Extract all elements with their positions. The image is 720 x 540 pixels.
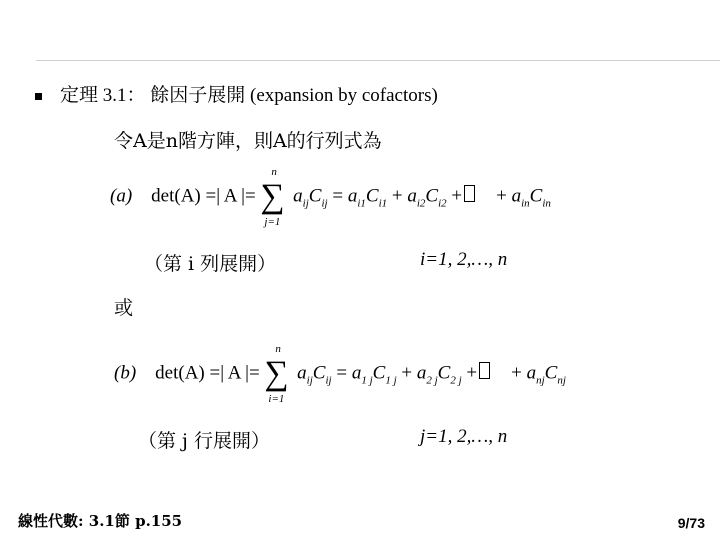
equation-b-lhs: det(A) =| A |= <box>155 362 260 384</box>
sum-upper-limit: n <box>275 343 281 355</box>
or-text: 或 <box>114 297 134 319</box>
sum-lower-limit: i=1 <box>268 393 285 405</box>
bullet-icon <box>35 93 42 100</box>
theorem-title: 定理 3.1： 餘因子展開 (expansion by cofactors) <box>60 85 438 106</box>
intro-text: 令A是n階方陣，則A的行列式為 <box>114 130 382 152</box>
missing-glyph-icon <box>464 185 475 202</box>
top-divider <box>36 60 720 61</box>
sum-upper-limit: n <box>271 166 277 178</box>
missing-glyph-icon <box>479 362 490 379</box>
page-number: 9/73 <box>677 515 705 531</box>
summation-symbol: n ∑ j=1 <box>260 166 285 228</box>
equation-b-note: （第 j 行展開） <box>138 430 270 452</box>
footer-course-ref: 線性代數: 3.1節 p.155 <box>18 512 183 530</box>
equation-b-label: (b) <box>114 362 137 384</box>
summation-symbol: n ∑ i=1 <box>264 343 289 405</box>
sum-lower-limit: j=1 <box>264 216 281 228</box>
equation-b: (b) det(A) =| A |= n ∑ i=1 $a_{ij}C_{ij} = a_{1 j}C_{1 j} + a_{2 j}C_{2 j}$ + + $a_{nj}C_{nj}$ <box>114 343 566 405</box>
equation-a-range: i=1, 2,…, n <box>420 249 508 270</box>
equation-a-lhs: det(A) =| A |= <box>151 185 256 207</box>
equation-b-range: j=1, 2,…, n <box>420 426 508 447</box>
equation-a-label: (a) <box>110 185 133 207</box>
equation-a: (a) det(A) =| A |= n ∑ j=1 $a_{ij}C_{ij} = a_{i1}C_{i1} + a_{i2}C_{i2}$ + + $a_{in}C_{in}$ <box>110 166 551 228</box>
equation-a-note: （第 i 列展開） <box>144 253 277 275</box>
